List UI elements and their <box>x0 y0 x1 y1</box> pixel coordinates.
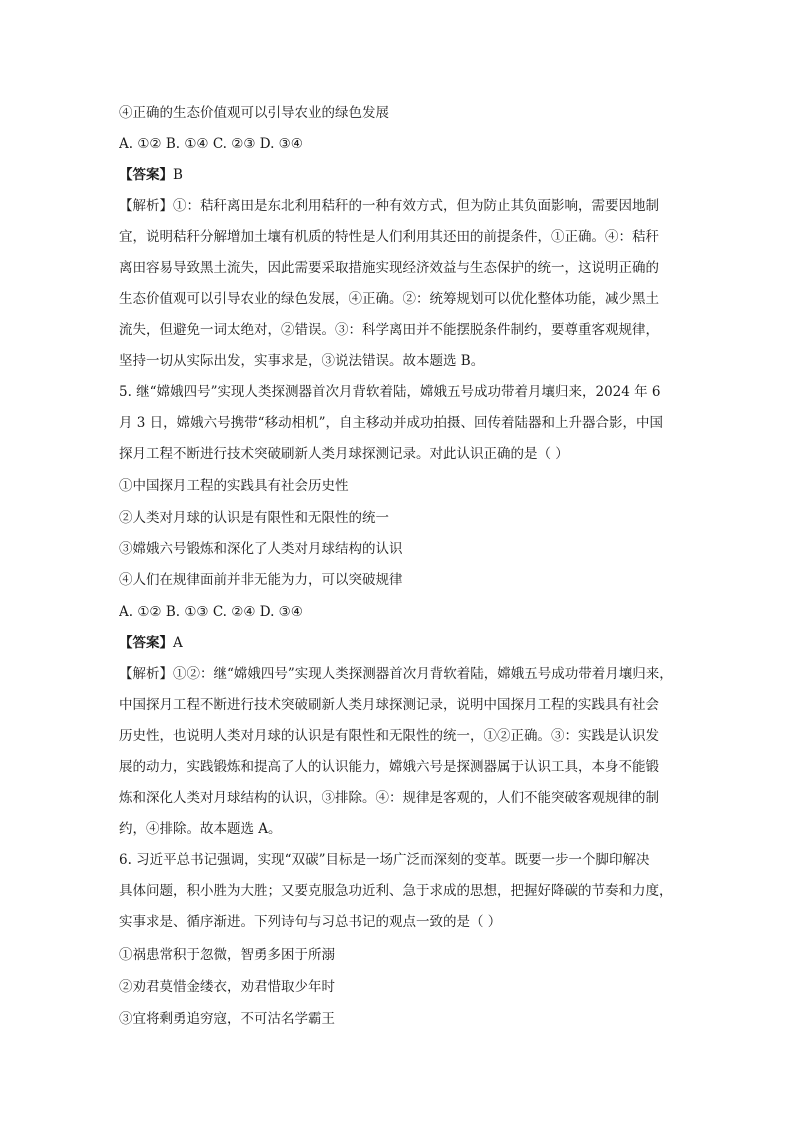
q4-analysis-line: 离田容易导致黑土流失，因此需要采取措施实现经济效益与生态保护的统一，这说明正确的 <box>119 260 659 276</box>
q5-option: ①中国探月工程的实践具有社会历史性 <box>119 478 349 494</box>
answer-label: 【答案】 <box>119 635 173 651</box>
q4-analysis-line: 生态价值观可以引导农业的绿色发展，④正确。②：统筹规划可以优化整体功能，减少黑土 <box>119 291 659 307</box>
q6-option: ①祸患常积于忽微，智勇多困于所溺 <box>119 947 335 963</box>
q5-stem-line: 月 3 日，嫦娥六号携带“移动相机”，自主移动并成功拍摄、回传着陆器和上升器合影，中国 <box>119 415 663 431</box>
q5-analysis-line: 炼和深化人类对月球结构的认识，③排除。④：规律是客观的，人们不能突破客观规律的制 <box>119 790 659 806</box>
q4-analysis-line: 【解析】①：秸秆离田是东北利用秸秆的一种有效方式，但为防止其负面影响，需要因地制 <box>119 198 659 214</box>
q4-analysis-line: 流失，但避免一词太绝对，②错误。③：科学离田并不能摆脱条件制约，要尊重客观规律， <box>119 322 659 338</box>
q4-analysis-line: 坚持一切从实际出发，实事求是，③说法错误。故本题选 B。 <box>119 353 485 369</box>
answer-value: B <box>173 167 183 183</box>
q5-analysis-line: 历史性，也说明人类对月球的认识是有限性和无限性的统一，①②正确。③：实践是认识发 <box>119 728 659 744</box>
q5-analysis-line: 【解析】①②：继“嫦娥四号”实现人类探测器首次月背软着陆，嫦娥五号成功带着月壤归来， <box>119 666 673 682</box>
q5-answer <box>119 633 679 653</box>
q5-option: ③嫦娥六号锻炼和深化了人类对月球结构的认识 <box>119 541 403 557</box>
q5-analysis-line: 中国探月工程不断进行技术突破刷新人类月球探测记录，说明中国探月工程的实践具有社会 <box>119 697 659 713</box>
q6-stem-line: 6. 习近平总书记强调，实现“双碳”目标是一场广泛而深刻的变革。既要一步一个脚印解决 <box>119 852 650 868</box>
q5-option: ④人们在规律面前并非无能为力，可以突破规律 <box>119 572 403 588</box>
q6-option: ③宜将剩勇追穷寇，不可沽名学霸王 <box>119 1011 335 1027</box>
q6-option: ②劝君莫惜金缕衣，劝君惜取少年时 <box>119 979 335 995</box>
q5-analysis-line: 展的动力，实践锻炼和提高了人的认识能力，嫦娥六号是探测器属于认识工具，本身不能锻 <box>119 759 659 775</box>
q4-option-4: ④正确的生态价值观可以引导农业的绿色发展 <box>119 105 389 121</box>
q4-answer <box>119 165 679 185</box>
q4-choices: A. ①② B. ①④ C. ②③ D. ③④ <box>119 136 303 152</box>
q6-stem-line: 具体问题，积小胜为大胜；又要克服急功近利、急于求成的思想，把握好降碳的节奏和力度， <box>119 883 673 899</box>
answer-label: 【答案】 <box>119 167 173 183</box>
answer-value: A <box>173 635 183 651</box>
q5-stem-line: 探月工程不断进行技术突破刷新人类月球探测记录。对此认识正确的是（ ） <box>119 446 569 462</box>
q5-stem-line: 5. 继“嫦娥四号”实现人类探测器首次月背软着陆，嫦娥五号成功带着月壤归来，2024 年 6 <box>119 384 661 400</box>
q5-choices: A. ①② B. ①③ C. ②④ D. ③④ <box>119 604 303 620</box>
q5-option: ②人类对月球的认识是有限性和无限性的统一 <box>119 510 389 526</box>
q5-analysis-line: 约，④排除。故本题选 A。 <box>119 821 282 837</box>
q4-analysis-line: 宜，说明秸秆分解增加土壤有机质的特性是人们利用其还田的前提条件，①正确。④：秸秆 <box>119 229 659 245</box>
q6-stem-line: 实事求是、循序渐进。下列诗句与习总书记的观点一致的是（ ） <box>119 914 502 930</box>
